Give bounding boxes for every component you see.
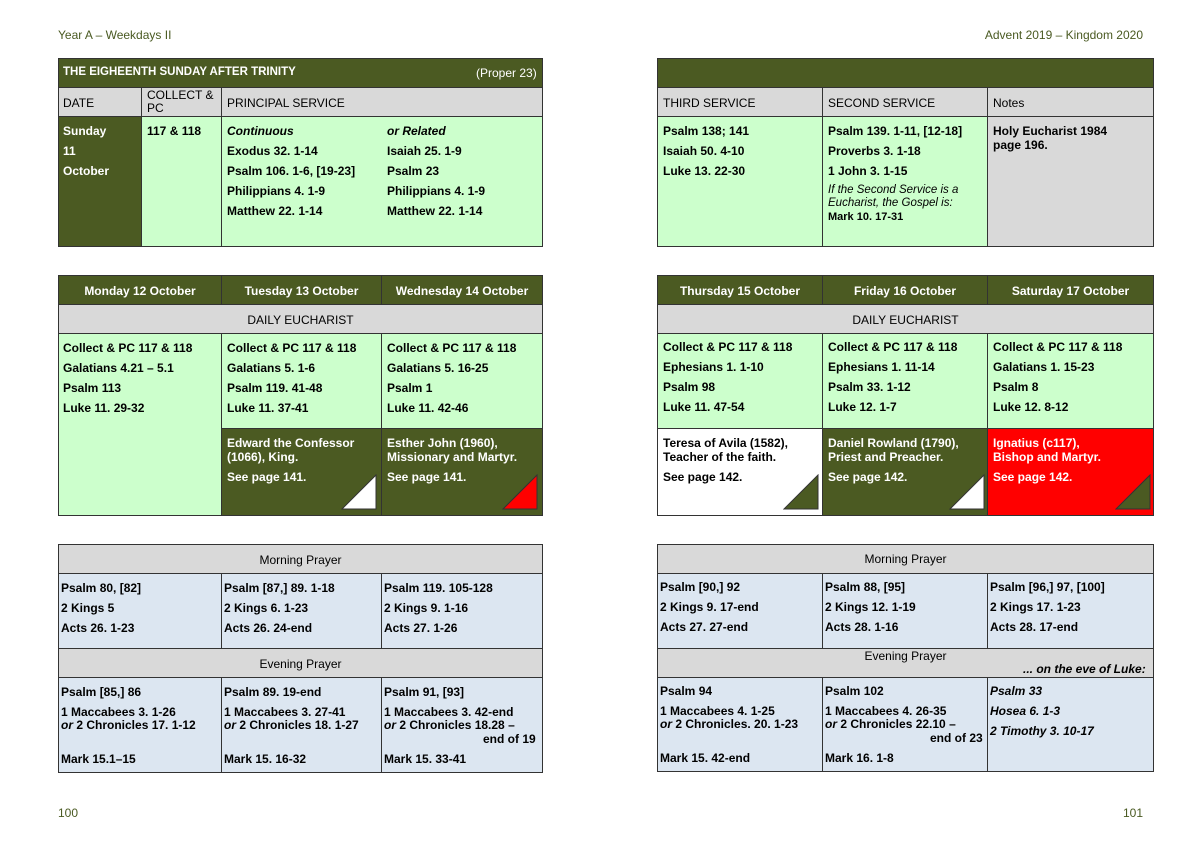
office-reading: Psalm 91, [93] xyxy=(384,685,465,699)
commemoration-line: Edward the Confessor xyxy=(227,436,355,450)
office-reading: Psalm 80, [82] xyxy=(61,581,142,595)
date-line: 11 xyxy=(63,144,76,158)
office-reading: Acts 27. 1-26 xyxy=(384,621,458,635)
liturgical-colour-triangle xyxy=(783,474,819,510)
commemoration-line: Daniel Rowland (1790), xyxy=(828,436,959,450)
daily-eucharist-label: DAILY EUCHARIST xyxy=(852,313,959,327)
header-notes: Notes xyxy=(993,96,1025,110)
office-reading: 2 Chronicles 17. 1-12 xyxy=(76,718,196,732)
office-reading: 2 Chronicles 18.28 – xyxy=(399,718,515,732)
eucharist-reading: Psalm 33. 1-12 xyxy=(828,380,911,394)
second-note: If the Second Service is a xyxy=(828,184,959,196)
date-line: October xyxy=(63,164,110,178)
commemoration-cell xyxy=(822,428,988,516)
continuous-reading: Psalm 106. 1-6, [19-23] xyxy=(227,164,356,178)
header-date: DATE xyxy=(63,96,95,110)
liturgical-colour-triangle xyxy=(949,474,985,510)
day-header: Saturday 17 October xyxy=(1011,284,1130,298)
eucharist-reading: Collect & PC 117 & 118 xyxy=(387,341,517,355)
related-reading: Philippians 4. 1-9 xyxy=(387,184,486,198)
eucharist-reading: Psalm 8 xyxy=(993,380,1039,394)
office-reading: Psalm 88, [95] xyxy=(825,580,906,594)
related-label: or Related xyxy=(387,124,446,138)
eucharist-reading: Luke 11. 37-41 xyxy=(227,401,309,415)
office-reading: 2 Chronicles. 20. 1-23 xyxy=(675,717,799,731)
office-reading-alt xyxy=(61,718,196,732)
office-reading-alt xyxy=(224,718,359,732)
header-collect: COLLECT & PC xyxy=(147,88,214,115)
continuous-reading: Philippians 4. 1-9 xyxy=(227,184,326,198)
eucharist-reading: Collect & PC 117 & 118 xyxy=(227,341,357,355)
header-principal: PRINCIPAL SERVICE xyxy=(227,96,345,110)
eucharist-reading: Ephesians 1. 1-10 xyxy=(663,360,764,374)
eucharist-reading: Psalm 98 xyxy=(663,380,716,394)
notes-line: page 196. xyxy=(993,138,1048,152)
related-reading: Psalm 23 xyxy=(387,164,440,178)
day-header: Wednesday 14 October xyxy=(395,284,529,298)
office-reading: Acts 26. 24-end xyxy=(224,621,313,635)
day-header: Friday 16 October xyxy=(853,284,957,298)
continuous-label: Continuous xyxy=(227,124,294,138)
commemoration-line: Teacher of the faith. xyxy=(663,450,777,464)
office-reading: Psalm [85,] 86 xyxy=(61,685,142,699)
eucharist-reading: Psalm 1 xyxy=(387,381,433,395)
office-reading: 2 Kings 17. 1-23 xyxy=(990,600,1081,614)
office-reading-alt xyxy=(825,717,956,731)
office-reading: 1 Maccabees 3. 1-26 xyxy=(61,705,176,719)
commemoration-page: See page 142. xyxy=(663,470,743,484)
liturgical-colour-triangle xyxy=(341,474,377,510)
commemoration-cell xyxy=(381,428,543,516)
second-note: Eucharist, the Gospel is: xyxy=(828,197,953,209)
second-reading: Proverbs 3. 1-18 xyxy=(828,144,921,158)
commemoration-line: Priest and Preacher. xyxy=(828,450,944,464)
running-header-right: Advent 2019 – Kingdom 2020 xyxy=(984,28,1143,42)
eucharist-reading: Luke 11. 47-54 xyxy=(663,400,745,414)
eucharist-reading: Collect & PC 117 & 118 xyxy=(63,341,193,355)
office-reading-alt xyxy=(384,718,515,732)
eucharist-reading: Luke 11. 29-32 xyxy=(63,401,145,415)
office-reading: Mark 15. 42-end xyxy=(660,751,751,765)
second-reading: 1 John 3. 1-15 xyxy=(828,164,908,178)
commemoration-page: See page 142. xyxy=(828,470,908,484)
commemoration-cell xyxy=(221,428,382,516)
commemoration-cell xyxy=(987,428,1154,516)
second-gospel: Mark 10. 17-31 xyxy=(828,211,904,223)
or-label: or xyxy=(660,717,672,731)
commemoration-line: Missionary and Martyr. xyxy=(387,450,518,464)
third-reading: Isaiah 50. 4-10 xyxy=(663,144,745,158)
commemoration-line: Bishop and Martyr. xyxy=(993,450,1102,464)
day-header: Thursday 15 October xyxy=(679,284,801,298)
office-reading: Psalm 94 xyxy=(660,684,713,698)
office-reading: Psalm 102 xyxy=(825,684,884,698)
office-reading: 2 Chronicles 18. 1-27 xyxy=(239,718,359,732)
office-reading: Mark 15.1–15 xyxy=(61,752,136,766)
proper-label: (Proper 23) xyxy=(476,66,537,80)
or-label: or xyxy=(384,718,396,732)
office-reading: 2 Kings 6. 1-23 xyxy=(224,601,309,615)
page-number-right: 101 xyxy=(1122,806,1143,820)
day-header: Tuesday 13 October xyxy=(244,284,359,298)
commemoration-line: Teresa of Avila (1582), xyxy=(663,436,788,450)
commemoration-page: See page 142. xyxy=(993,470,1073,484)
eve-reading: Psalm 33 xyxy=(990,684,1043,698)
day-header: Monday 12 October xyxy=(84,284,196,298)
office-reading: Psalm [90,] 92 xyxy=(660,580,741,594)
office-reading: Psalm [96,] 97, [100] xyxy=(990,580,1105,594)
eucharist-reading: Luke 11. 42-46 xyxy=(387,401,469,415)
evening-prayer-label: Evening Prayer xyxy=(864,649,947,663)
morning-prayer-label: Morning Prayer xyxy=(259,553,342,567)
eve-reading: 2 Timothy 3. 10-17 xyxy=(990,724,1094,738)
office-reading: Psalm 119. 105-128 xyxy=(384,581,493,595)
office-reading: Mark 15. 33-41 xyxy=(384,752,467,766)
liturgical-colour-triangle xyxy=(1115,474,1151,510)
commemoration-line: Ignatius (c117), xyxy=(993,436,1080,450)
evening-prayer-label: Evening Prayer xyxy=(259,657,342,671)
office-reading: Mark 15. 16-32 xyxy=(224,752,307,766)
office-reading: Psalm [87,] 89. 1-18 xyxy=(224,581,335,595)
eucharist-reading: Galatians 5. 16-25 xyxy=(387,361,489,375)
office-reading: 2 Kings 9. 1-16 xyxy=(384,601,469,615)
second-reading: Psalm 139. 1-11, [12-18] xyxy=(828,124,963,138)
eucharist-reading: Psalm 119. 41-48 xyxy=(227,381,323,395)
eve-reading: Hosea 6. 1-3 xyxy=(990,704,1061,718)
office-reading: 2 Kings 9. 17-end xyxy=(660,600,759,614)
eve-of-luke-note: ... on the eve of Luke: xyxy=(1023,662,1146,676)
or-label: or xyxy=(825,717,837,731)
office-reading: Mark 16. 1-8 xyxy=(825,751,894,765)
eucharist-reading: Galatians 4.21 – 5.1 xyxy=(63,361,174,375)
header-second: SECOND SERVICE xyxy=(828,96,936,110)
office-reading: 1 Maccabees 3. 42-end xyxy=(384,705,514,719)
date-line: Sunday xyxy=(63,124,107,138)
eucharist-reading: Collect & PC 117 & 118 xyxy=(663,340,793,354)
eucharist-reading: Luke 12. 1-7 xyxy=(828,400,897,414)
office-reading: 2 Kings 12. 1-19 xyxy=(825,600,916,614)
eucharist-reading: Psalm 113 xyxy=(63,381,122,395)
sunday-title: THE EIGHEENTH SUNDAY AFTER TRINITY xyxy=(63,66,296,78)
commemoration-cell xyxy=(657,428,823,516)
office-reading: Acts 28. 17-end xyxy=(990,620,1079,634)
office-reading: 2 Chronicles 22.10 – xyxy=(840,717,956,731)
commemoration-page: See page 141. xyxy=(387,470,467,484)
eucharist-reading: Collect & PC 117 & 118 xyxy=(828,340,958,354)
page-number-left: 100 xyxy=(58,806,79,820)
or-label: or xyxy=(61,718,73,732)
third-reading: Luke 13. 22-30 xyxy=(663,164,746,178)
eucharist-reading: Ephesians 1. 11-14 xyxy=(828,360,935,374)
collect-value: 117 & 118 xyxy=(147,124,202,138)
commemoration-line: (1066), King. xyxy=(227,450,299,464)
continuous-reading: Exodus 32. 1-14 xyxy=(227,144,318,158)
eucharist-reading: Collect & PC 117 & 118 xyxy=(993,340,1123,354)
eucharist-reading: Galatians 1. 15-23 xyxy=(993,360,1095,374)
office-reading: 1 Maccabees 4. 26-35 xyxy=(825,704,947,718)
or-label: or xyxy=(224,718,236,732)
continuous-reading: Matthew 22. 1-14 xyxy=(227,204,323,218)
office-reading-cont: end of 19 xyxy=(483,732,536,746)
eucharist-reading: Luke 12. 8-12 xyxy=(993,400,1069,414)
running-header-left: Year A – Weekdays II xyxy=(58,28,172,42)
eucharist-reading: Galatians 5. 1-6 xyxy=(227,361,316,375)
commemoration-page: See page 141. xyxy=(227,470,307,484)
office-reading: Acts 26. 1-23 xyxy=(61,621,135,635)
office-reading: Acts 27. 27-end xyxy=(660,620,749,634)
notes-line: Holy Eucharist 1984 xyxy=(993,124,1108,138)
liturgical-colour-triangle xyxy=(502,474,538,510)
office-reading: Acts 28. 1-16 xyxy=(825,620,899,634)
office-reading: 1 Maccabees 4. 1-25 xyxy=(660,704,775,718)
office-reading: 2 Kings 5 xyxy=(61,601,115,615)
daily-eucharist-label: DAILY EUCHARIST xyxy=(247,313,354,327)
third-reading: Psalm 138; 141 xyxy=(663,124,750,138)
office-reading: 1 Maccabees 3. 27-41 xyxy=(224,705,346,719)
office-reading: Psalm 89. 19-end xyxy=(224,685,322,699)
related-reading: Matthew 22. 1-14 xyxy=(387,204,483,218)
related-reading: Isaiah 25. 1-9 xyxy=(387,144,462,158)
office-reading-cont: end of 23 xyxy=(930,731,983,745)
morning-prayer-label: Morning Prayer xyxy=(864,552,947,566)
header-third: THIRD SERVICE xyxy=(663,96,756,110)
commemoration-line: Esther John (1960), xyxy=(387,436,498,450)
office-reading-alt xyxy=(660,717,798,731)
